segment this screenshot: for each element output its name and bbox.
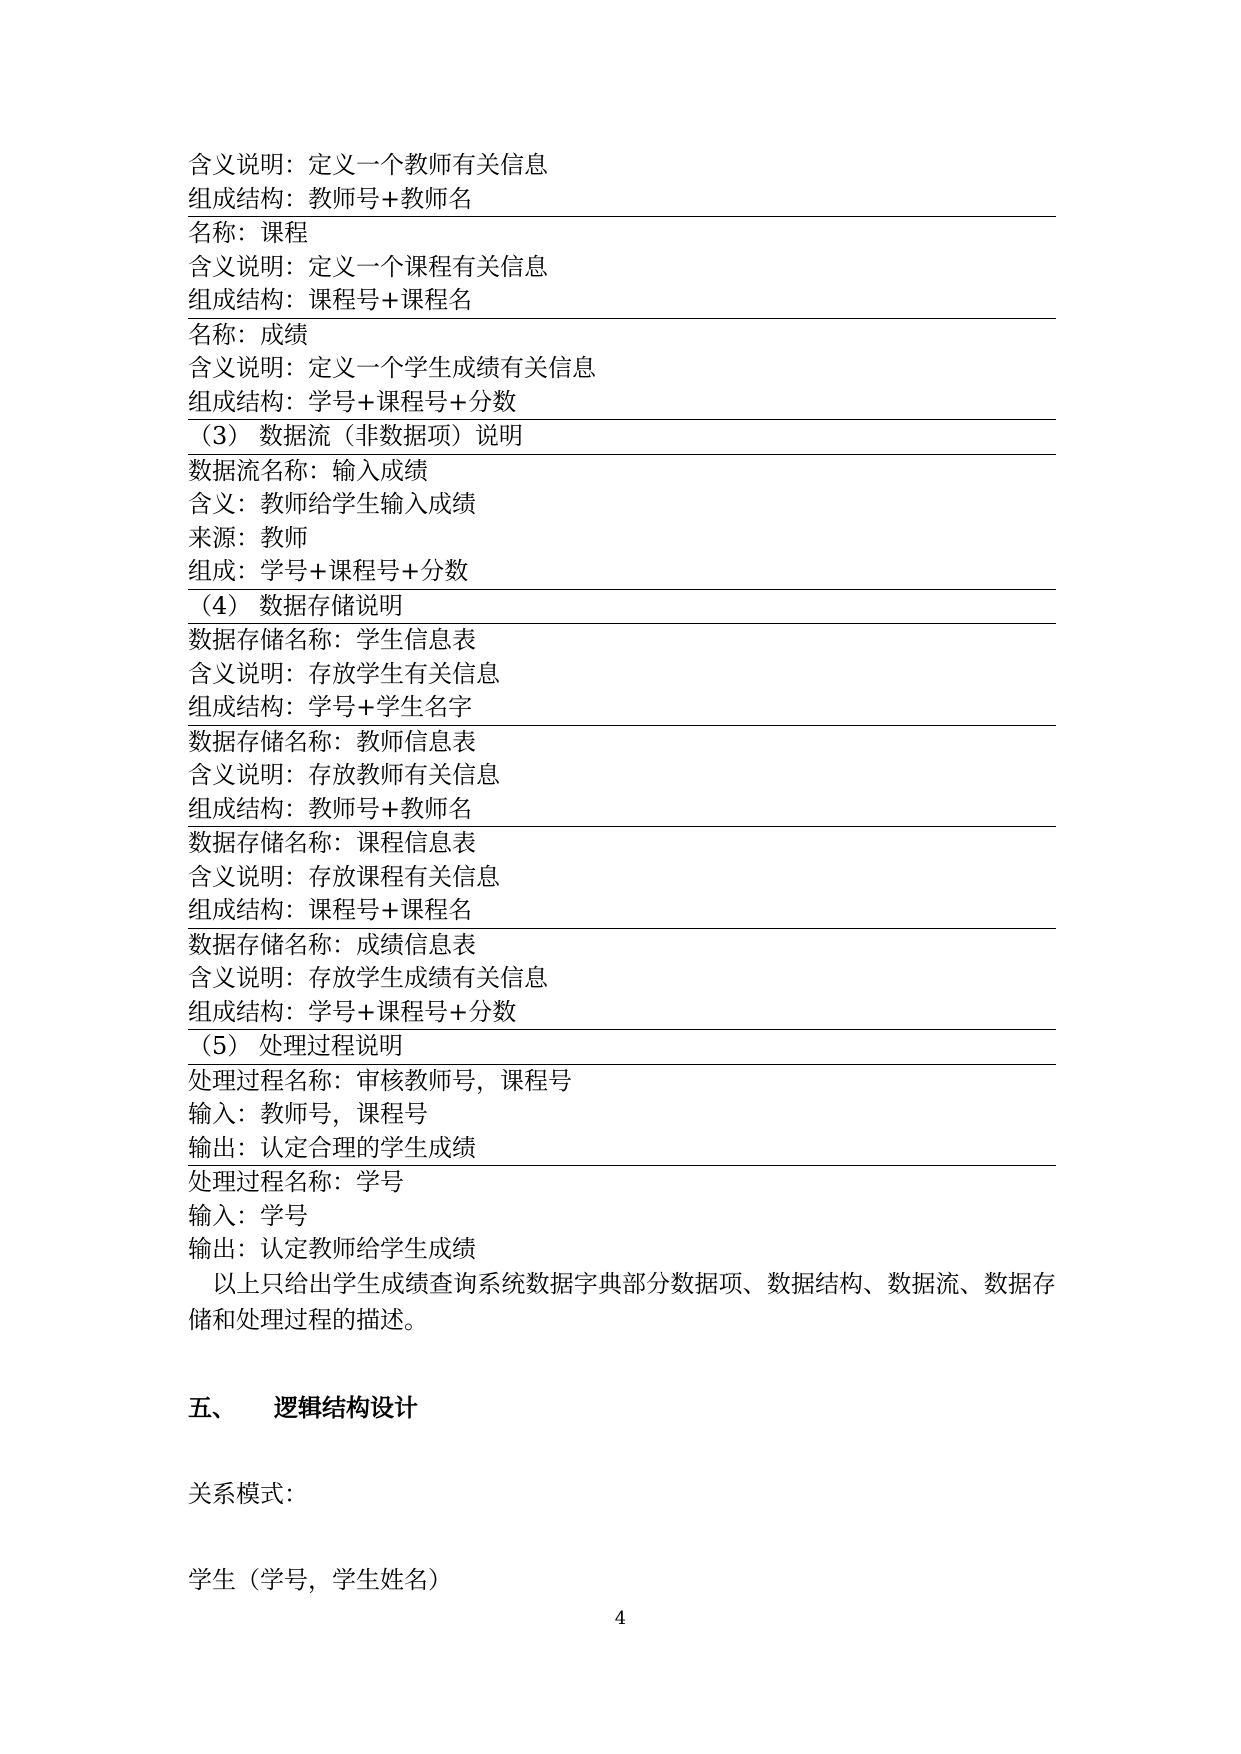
dictionary-entry bbox=[188, 624, 1056, 726]
dictionary-line: 含义说明：存放教师有关信息 bbox=[188, 761, 500, 789]
dictionary-line: 名称：课程 bbox=[188, 219, 308, 247]
dictionary-line: 含义说明：定义一个教师有关信息 bbox=[188, 151, 548, 179]
dictionary-line: 输出：认定合理的学生成绩 bbox=[188, 1133, 476, 1162]
dictionary-line: 数据存储名称：成绩信息表 bbox=[188, 930, 476, 959]
dictionary-line: 组成结构：教师号+教师名 bbox=[188, 184, 473, 213]
dictionary-line: 输出：认定教师给学生成绩 bbox=[188, 1235, 476, 1263]
dictionary-line: 数据存储名称：学生信息表 bbox=[188, 626, 476, 654]
relation-mode-label: 关系模式： bbox=[188, 1480, 308, 1508]
dictionary-line: 数据存储名称：教师信息表 bbox=[188, 727, 476, 756]
dictionary-line: 含义说明：定义一个课程有关信息 bbox=[188, 252, 548, 281]
dictionary-line: 组成结构：学号+课程号+分数 bbox=[188, 387, 517, 416]
dictionary-entry bbox=[188, 827, 1056, 929]
dictionary-line: 组成结构：教师号+教师名 bbox=[188, 794, 473, 823]
dictionary-section-heading bbox=[188, 590, 1056, 625]
summary-paragraph: 以上只给出学生成绩查询系统数据字典部分数据项、数据结构、数据流、数据存储和处理过程的描述。 bbox=[188, 1270, 1056, 1334]
dictionary-line: （4） 数据存储说明 bbox=[188, 591, 403, 620]
dictionary-entry bbox=[188, 1065, 1056, 1167]
section-heading bbox=[188, 1388, 418, 1423]
dictionary-line: 含义说明：存放学生成绩有关信息 bbox=[188, 964, 548, 992]
dictionary-line: 组成结构：学号+学生名字 bbox=[188, 693, 473, 721]
section-number: 五、 bbox=[188, 1393, 236, 1422]
dictionary-line: 数据流名称：输入成绩 bbox=[188, 456, 428, 485]
dictionary-entry bbox=[188, 929, 1056, 1031]
dictionary-entry bbox=[188, 217, 1056, 319]
dictionary-entry bbox=[188, 319, 1056, 421]
dictionary-entry bbox=[188, 455, 1056, 590]
dictionary-line: 名称：成绩 bbox=[188, 320, 308, 349]
dictionary-line: 含义说明：存放学生有关信息 bbox=[188, 659, 500, 688]
dictionary-line: （5） 处理过程说明 bbox=[188, 1032, 403, 1060]
dictionary-line: 含义说明：存放课程有关信息 bbox=[188, 862, 500, 891]
dictionary-line: 处理过程名称：审核教师号，课程号 bbox=[188, 1066, 572, 1095]
data-dictionary bbox=[188, 149, 1056, 1267]
dictionary-entry bbox=[188, 1166, 1056, 1267]
dictionary-line: 输入：教师号，课程号 bbox=[188, 1100, 428, 1128]
dictionary-section-heading bbox=[188, 1030, 1056, 1065]
dictionary-line: 数据存储名称：课程信息表 bbox=[188, 829, 476, 857]
dictionary-line: 组成结构：课程号+课程名 bbox=[188, 896, 473, 924]
dictionary-line: （3） 数据流（非数据项）说明 bbox=[188, 422, 523, 450]
dictionary-entry bbox=[188, 149, 1056, 217]
dictionary-section-heading bbox=[188, 420, 1056, 455]
dictionary-line: 输入：学号 bbox=[188, 1201, 308, 1230]
dictionary-line: 来源：教师 bbox=[188, 523, 308, 552]
section-title: 逻辑结构设计 bbox=[274, 1393, 418, 1422]
dictionary-line: 含义说明：定义一个学生成绩有关信息 bbox=[188, 354, 596, 382]
page-number: 4 bbox=[614, 1608, 627, 1629]
dictionary-line: 处理过程名称：学号 bbox=[188, 1168, 404, 1196]
dictionary-line: 组成：学号+课程号+分数 bbox=[188, 557, 469, 585]
dictionary-line: 组成结构：学号+课程号+分数 bbox=[188, 997, 517, 1026]
dictionary-entry bbox=[188, 726, 1056, 828]
dictionary-line: 含义：教师给学生输入成绩 bbox=[188, 490, 476, 518]
dictionary-line: 组成结构：课程号+课程名 bbox=[188, 286, 473, 314]
relation-schema: 学生（学号，学生姓名） bbox=[188, 1566, 452, 1594]
